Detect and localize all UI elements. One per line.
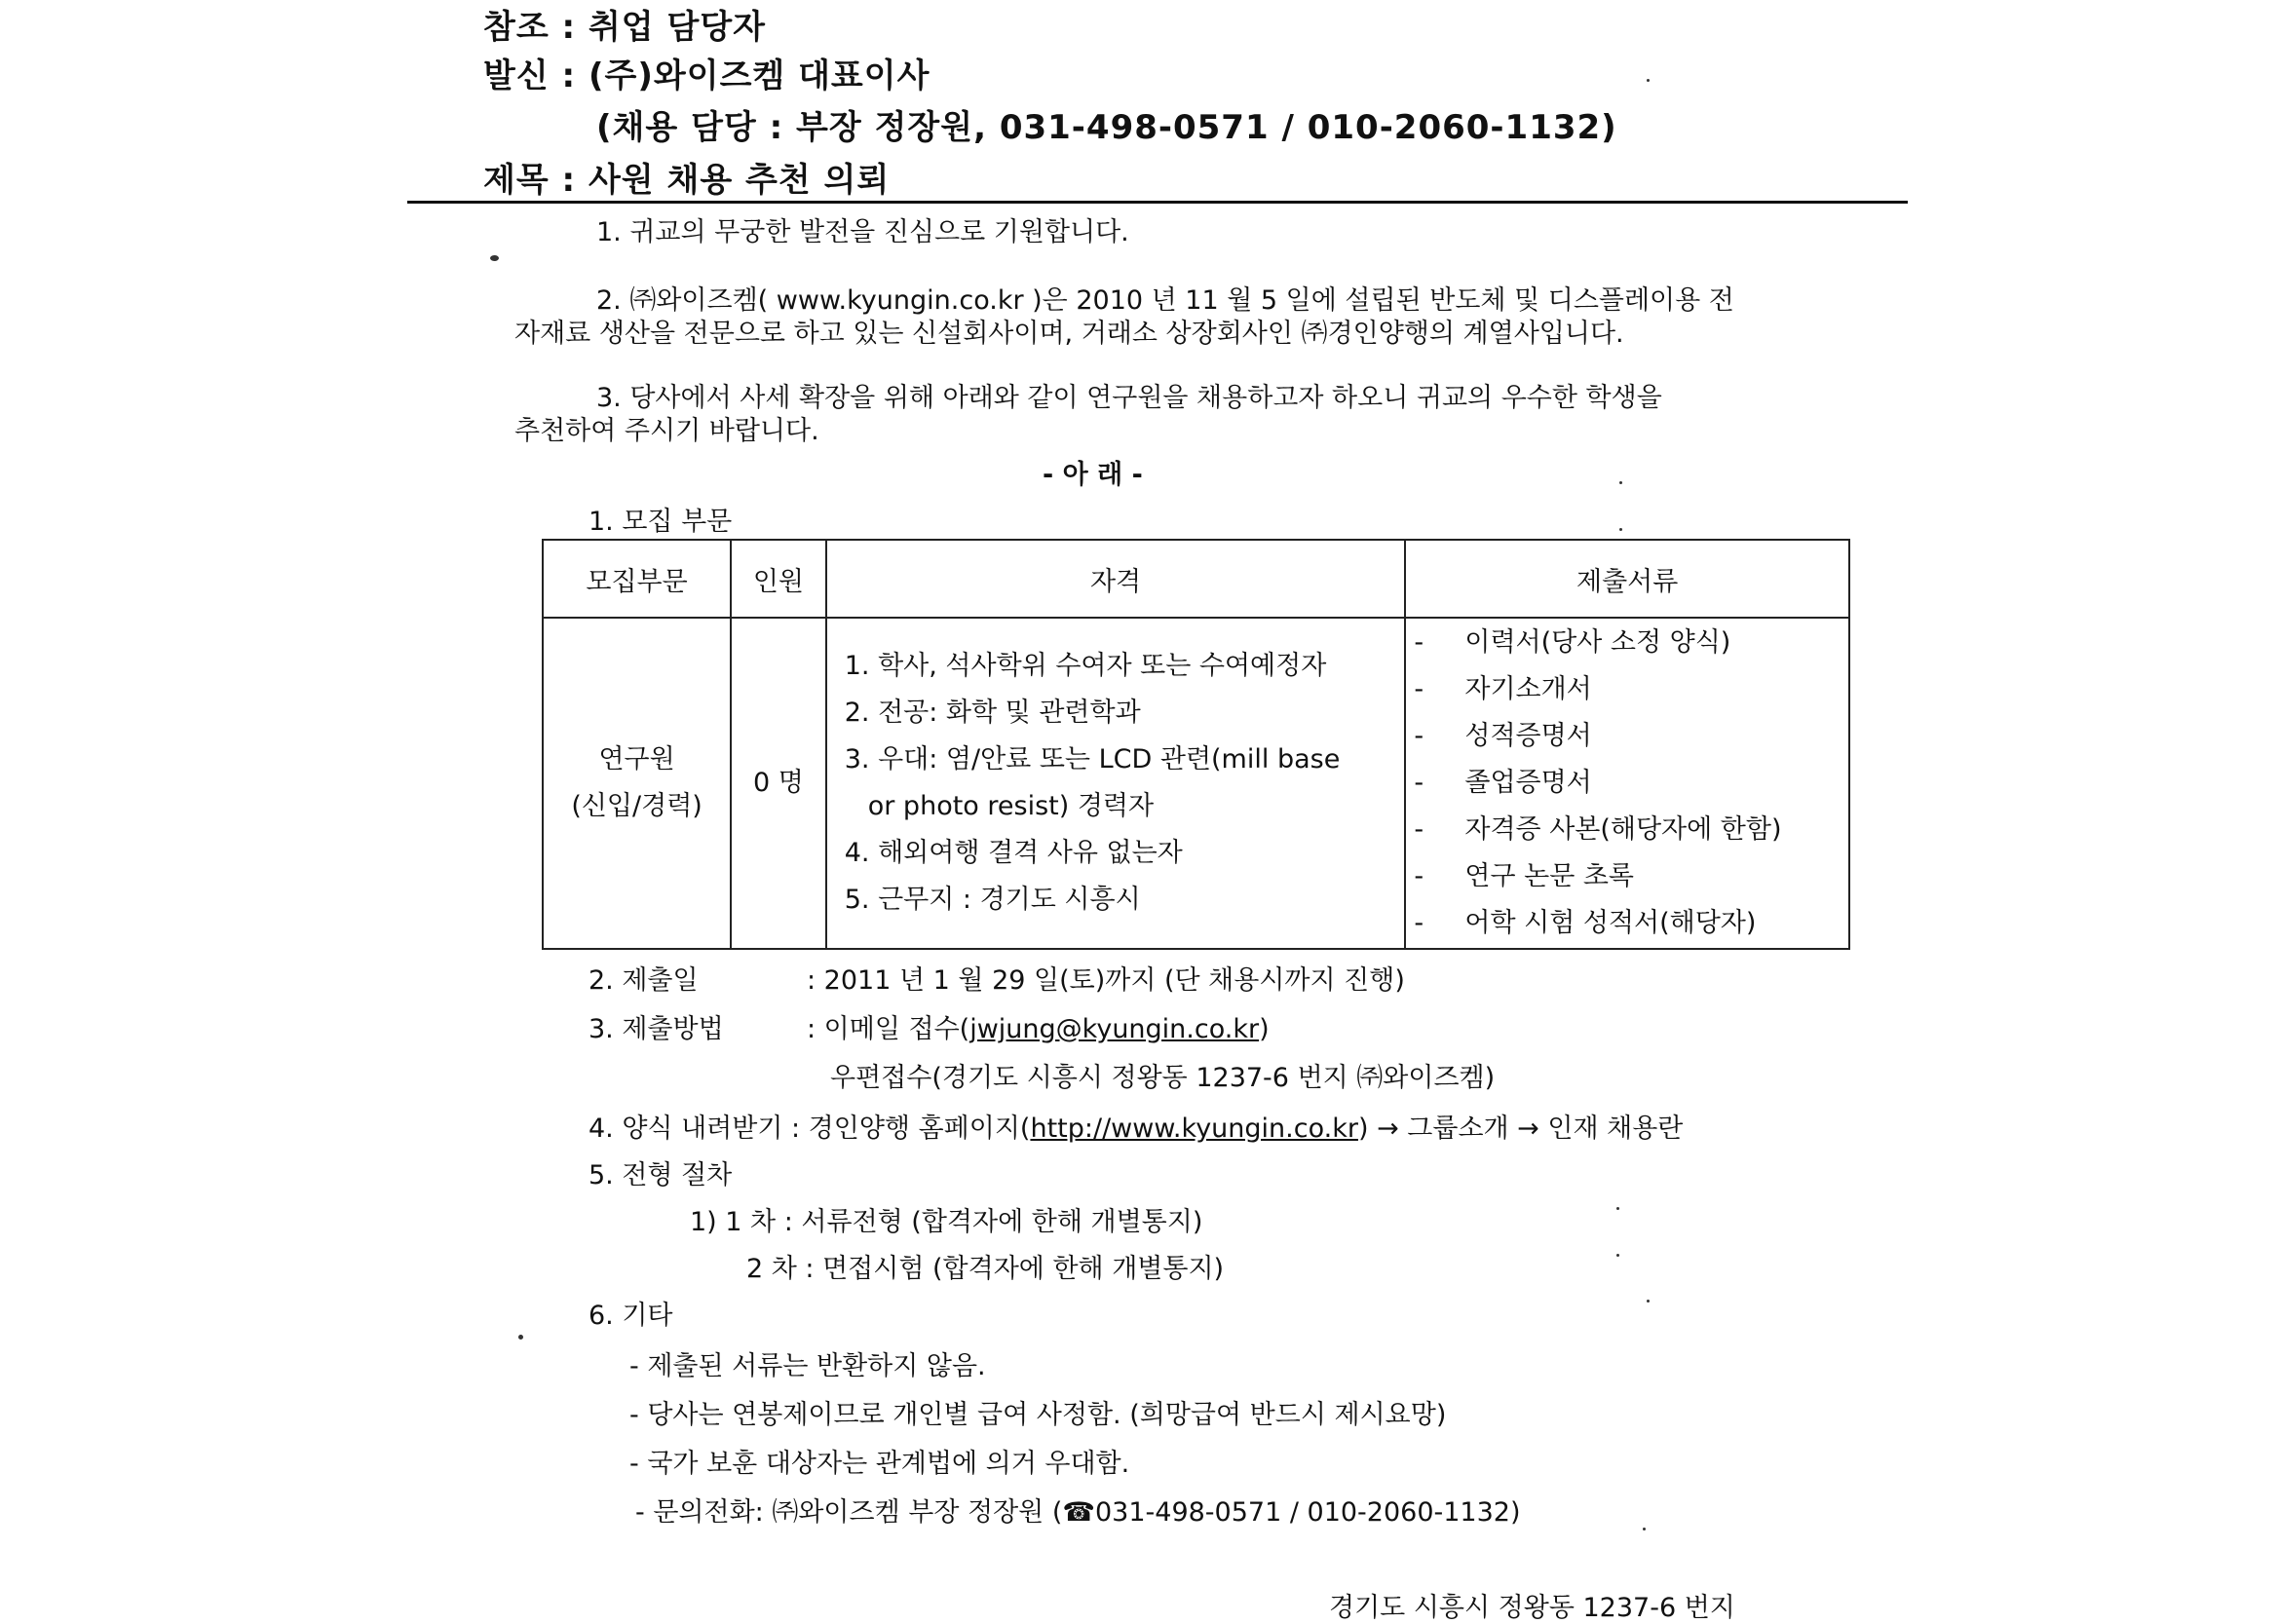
- sender-line: 발신 : (주)와이즈켐 대표이사: [483, 57, 930, 95]
- email-suffix: ): [1259, 1014, 1270, 1044]
- document-item: [1414, 900, 1847, 947]
- dash: -: [1414, 674, 1424, 704]
- section-4-line: [588, 1107, 1683, 1145]
- dash: -: [1414, 861, 1424, 891]
- scan-speck: [518, 1335, 523, 1340]
- recruitment-table: [542, 539, 1850, 950]
- document-label: 성적증명서: [1464, 721, 1592, 751]
- table-header-row: [543, 540, 1849, 618]
- scan-speck: [1616, 1254, 1619, 1257]
- section-1-title: 1. 모집 부문: [588, 507, 733, 537]
- paragraph-3-line-1: 3. 당사에서 사세 확장을 위해 아래와 같이 연구원을 채용하고자 하오니 귀교의 우수한 학생을: [596, 383, 1662, 413]
- paragraph-1: 1. 귀교의 무궁한 발전을 진심으로 기원합니다.: [596, 217, 1129, 247]
- paragraph-3-line-2: 추천하여 주시기 바랍니다.: [514, 416, 819, 446]
- scan-speck: [1616, 1207, 1619, 1210]
- documents-cell: [1405, 618, 1849, 949]
- list-item: - 당사는 연봉제이므로 개인별 급여 사정함. (희망급여 반드시 제시요망): [629, 1400, 1447, 1430]
- document-label: 연구 논문 초록: [1464, 861, 1635, 891]
- document-item: [1414, 713, 1847, 760]
- scan-speck: [1647, 1300, 1650, 1303]
- header-divider: [407, 201, 1908, 204]
- email-link[interactable]: jwjung@kyungin.co.kr: [969, 1014, 1260, 1044]
- ref-line: 참조 : 취업 담당자: [483, 8, 767, 47]
- document-item: [1414, 853, 1847, 900]
- qualification-item: 5. 근무지 : 경기도 시흥시: [844, 885, 1141, 915]
- dash: -: [1414, 721, 1424, 751]
- field-subtitle: (신입/경력): [571, 791, 702, 821]
- col-header-documents: 제출서류: [1405, 540, 1849, 618]
- paragraph-2-line-2: 자재료 생산을 전문으로 하고 있는 신설회사이며, 거래소 상장회사인 ㈜경인양행의 계열사입니다.: [514, 319, 1624, 349]
- dash: -: [1414, 908, 1424, 938]
- qualification-cell: [826, 618, 1406, 949]
- headcount-cell: 0 명: [731, 618, 826, 949]
- homepage-link[interactable]: http://www.kyungin.co.kr: [1030, 1114, 1358, 1144]
- section-6-title: 6. 기타: [588, 1301, 673, 1331]
- qualification-item: 2. 전공: 화학 및 관련학과: [844, 698, 1141, 728]
- list-item: - 문의전화: ㈜와이즈켐 부장 정장원 (☎031-498-0571 / 010-2060-1132): [635, 1497, 1521, 1528]
- field-title: 연구원: [598, 744, 675, 774]
- document-label: 이력서(당사 소정 양식): [1464, 627, 1731, 658]
- email-prefix: : 이메일 접수(: [807, 1014, 970, 1044]
- section-5-title: 5. 전형 절차: [588, 1160, 733, 1190]
- section-3-label: 3. 제출방법: [588, 1014, 724, 1044]
- scan-speck: [1643, 1528, 1646, 1530]
- qualification-item-continued: or photo resist) 경력자: [867, 791, 1155, 821]
- list-item: - 국가 보훈 대상자는 관계법에 의거 우대함.: [629, 1449, 1130, 1479]
- document-item: [1414, 666, 1847, 713]
- contact-line: (채용 담당 : 부장 정장원, 031-498-0571 / 010-2060-1132): [596, 108, 1617, 147]
- mail-line: 우편접수(경기도 시흥시 정왕동 1237-6 번지 ㈜와이즈켐): [830, 1063, 1496, 1093]
- col-header-qualification: 자격: [826, 540, 1406, 618]
- screening-step-1: 1) 1 차 : 서류전형 (합격자에 한해 개별통지): [690, 1207, 1203, 1237]
- subject-line: 제목 : 사원 채용 추천 의뢰: [483, 161, 891, 200]
- scan-speck: [490, 255, 499, 261]
- scan-speck: [1647, 79, 1650, 82]
- document-item: [1414, 760, 1847, 807]
- section-4-suffix: ) → 그룹소개 → 인재 채용란: [1357, 1114, 1684, 1144]
- below-heading: - 아 래 -: [1043, 460, 1143, 490]
- email-line: [807, 1007, 1270, 1045]
- document-label: 자격증 사본(해당자에 한함): [1464, 814, 1782, 845]
- col-header-field: 모집부문: [543, 540, 731, 618]
- screening-step-2: 2 차 : 면접시험 (합격자에 한해 개별통지): [746, 1254, 1225, 1284]
- qualification-item: 3. 우대: 염/안료 또는 LCD 관련(mill base: [844, 744, 1341, 774]
- scan-speck: [1619, 528, 1622, 531]
- list-item: - 제출된 서류는 반환하지 않음.: [629, 1351, 986, 1381]
- qualification-item: 4. 해외여행 결격 사유 없는자: [844, 838, 1183, 868]
- document-label: 자기소개서: [1464, 674, 1592, 704]
- footer-address: 경기도 시흥시 정왕동 1237-6 번지: [1329, 1593, 1735, 1623]
- paragraph-2-line-1: 2. ㈜와이즈켐( www.kyungin.co.kr )은 2010 년 11 월 5 일에 설립된 반도체 및 디스플레이용 전: [596, 285, 1734, 316]
- section-2-value: : 2011 년 1 월 29 일(토)까지 (단 채용시까지 진행): [807, 965, 1405, 996]
- document-item: [1414, 620, 1847, 666]
- document-label: 어학 시험 성적서(해당자): [1464, 908, 1757, 938]
- scan-speck: [1619, 481, 1622, 484]
- document-label: 졸업증명서: [1464, 768, 1592, 798]
- qualification-item: 1. 학사, 석사학위 수여자 또는 수여예정자: [844, 651, 1327, 681]
- field-cell: [543, 618, 731, 949]
- section-4-label: 4. 양식 내려받기 : 경인양행 홈페이지(: [588, 1114, 1031, 1144]
- dash: -: [1414, 627, 1424, 658]
- table-row: [543, 618, 1849, 949]
- dash: -: [1414, 814, 1424, 845]
- section-2-label: 2. 제출일: [588, 965, 699, 996]
- dash: -: [1414, 768, 1424, 798]
- col-header-headcount: 인원: [731, 540, 826, 618]
- document-item: [1414, 807, 1847, 853]
